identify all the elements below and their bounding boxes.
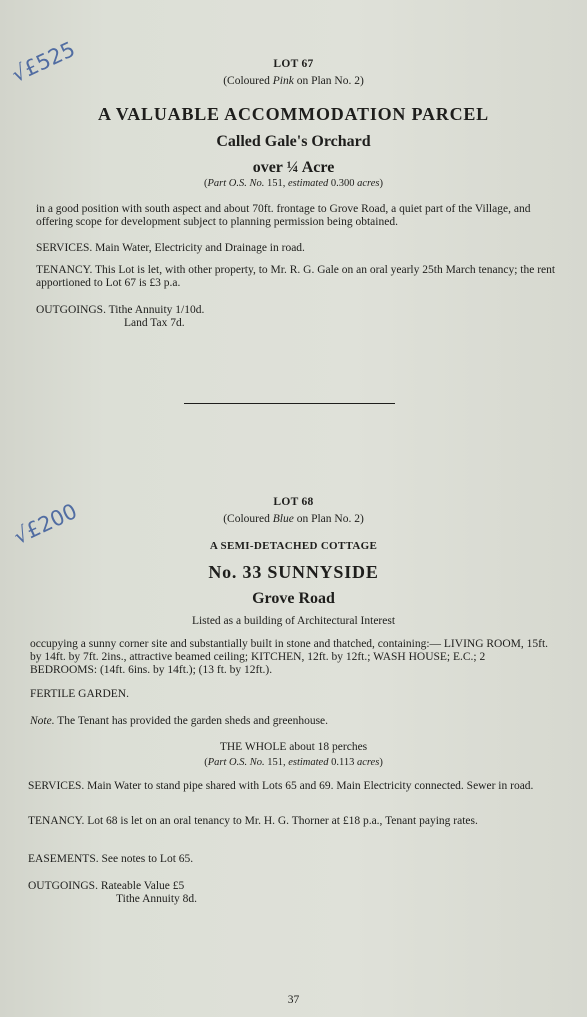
lot-67-title: A VALUABLE ACCOMMODATION PARCEL: [97, 104, 489, 124]
lot-67-description: in a good position with south aspect and about 70ft. frontage to Grove Road, a quiet part of the Village, and offering scope for development subject to planning permission being obtained.: [36, 203, 531, 228]
lot-68-tenancy: TENANCY. Lot 68 is let on an oral tenancy to Mr. H. G. Thorner at £18 p.a., Tenant paying rates.: [28, 815, 478, 827]
lot-67-area: over ¼ Acre: [252, 159, 335, 176]
lot-68-services: SERVICES. Main Water to stand pipe shared with Lots 65 and 69. Main Electricity connected. Sewer in road.: [28, 780, 534, 792]
lot-68-os-reference: (Part O.S. No. 151, estimated 0.113 acres): [204, 757, 383, 768]
lot-68-easements: EASEMENTS. See notes to Lot 65.: [28, 853, 194, 865]
lot-68-heading: LOT 68: [273, 496, 314, 508]
lot-68-title: No. 33 SUNNYSIDE: [208, 562, 379, 582]
lot-67-plan-note: (Coloured Pink on Plan No. 2): [223, 75, 364, 87]
price-annotation-lot-67: √£525: [8, 37, 79, 87]
price-annotation-lot-68: √£200: [10, 499, 81, 549]
lot-68-outgoings: OUTGOINGS. Rateable Value £5 Tithe Annuity 8d.: [28, 880, 198, 905]
lot-67-os-reference: (Part O.S. No. 151, estimated 0.300 acres): [204, 178, 383, 189]
lot-68-description: occupying a sunny corner site and substantially built in stone and thatched, containing:— LIVING ROOM, 15ft. by 14ft. by 7ft. 2ins., attractive beamed ceiling; KITCHEN, 12ft. by 12ft.; WASH HOUSE; E.C.; 2 BEDROOMS: (14ft. 6ins. by 14ft.); (13 ft. by 12ft.).: [30, 638, 549, 676]
lot-68-subtitle: Grove Road: [252, 590, 335, 607]
lot-68-garden: FERTILE GARDEN.: [30, 688, 129, 700]
lot-67-heading: LOT 67: [273, 58, 314, 70]
page-number: 37: [287, 994, 300, 1006]
lot-68-plan-note: (Coloured Blue on Plan No. 2): [223, 513, 364, 525]
lot-68-note: Note. The Tenant has provided the garden sheds and greenhouse.: [30, 715, 329, 727]
lot-67-outgoings: OUTGOINGS. Tithe Annuity 1/10d. Land Tax 7d.: [36, 304, 205, 329]
lot-68-kind: A SEMI-DETACHED COTTAGE: [209, 540, 378, 552]
lot-68-whole: THE WHOLE about 18 perches: [219, 741, 368, 753]
lot-67-services: SERVICES. Main Water, Electricity and Drainage in road.: [36, 242, 305, 254]
lot-68-listed-note: Listed as a building of Architectural Interest: [191, 615, 396, 627]
lot-67-tenancy: TENANCY. This Lot is let, with other property, to Mr. R. G. Gale on an oral yearly 25th March tenancy; the rent apportioned to Lot 67 is £3 p.a.: [36, 264, 556, 289]
section-divider: [184, 403, 395, 404]
lot-67-subtitle: Called Gale's Orchard: [216, 133, 371, 150]
